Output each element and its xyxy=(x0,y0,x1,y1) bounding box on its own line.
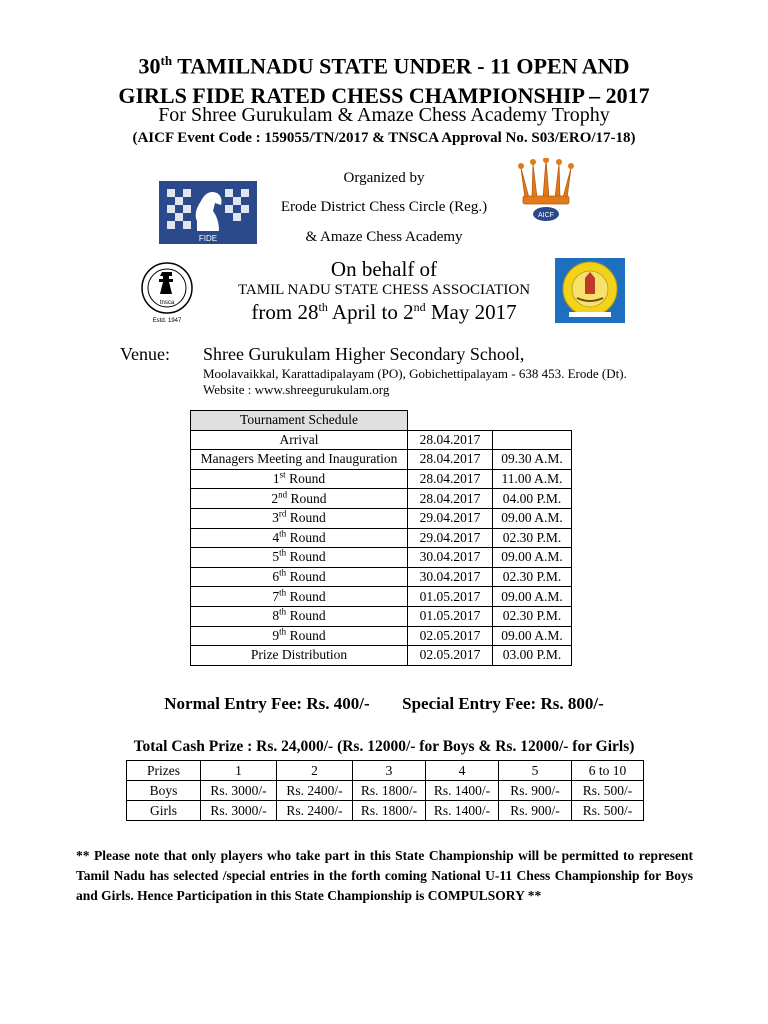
schedule-time: 02.30 P.M. xyxy=(493,606,572,626)
schedule-event: 6th Round xyxy=(191,567,408,587)
schedule-time: 09.00 A.M. xyxy=(493,587,572,607)
title-line-2: GIRLS FIDE RATED CHESS CHAMPIONSHIP – 2017 xyxy=(118,83,650,109)
special-entry-fee: Special Entry Fee: Rs. 800/- xyxy=(402,694,604,713)
schedule-row xyxy=(191,450,572,470)
page-title xyxy=(0,46,768,111)
schedule-event: Arrival xyxy=(191,430,408,450)
svg-text:tnsca: tnsca xyxy=(159,300,175,306)
prize-header-cell: 1 xyxy=(201,761,277,781)
schedule-time xyxy=(493,430,572,450)
prize-table xyxy=(126,760,644,821)
schedule-event: 7th Round xyxy=(191,587,408,607)
prize-cell: Rs. 900/- xyxy=(499,781,572,801)
cash-prize-title: Total Cash Prize : Rs. 24,000/- (Rs. 12000/- for Boys & Rs. 12000/- for Girls) xyxy=(133,738,635,755)
schedule-time: 09.00 A.M. xyxy=(493,548,572,568)
schedule-date: 29.04.2017 xyxy=(408,528,493,548)
schedule-row xyxy=(191,548,572,568)
schedule-event: 2nd Round xyxy=(191,489,408,509)
schedule-event: 3rd Round xyxy=(191,508,408,528)
organizer-2: & Amaze Chess Academy xyxy=(305,229,463,245)
schedule-date: 30.04.2017 xyxy=(408,567,493,587)
normal-entry-fee: Normal Entry Fee: Rs. 400/- xyxy=(164,694,370,713)
schedule-event: 1st Round xyxy=(191,469,408,489)
schedule-date: 28.04.2017 xyxy=(408,430,493,450)
schedule-time: 11.00 A.M. xyxy=(493,469,572,489)
schedule-row xyxy=(191,606,572,626)
schedule-title-spacer xyxy=(493,411,572,431)
on-behalf-of: On behalf of xyxy=(330,257,438,281)
schedule-row xyxy=(191,587,572,607)
event-code: (AICF Event Code : 159055/TN/2017 & TNSCA Approval No. S03/ERO/17-18) xyxy=(132,130,636,146)
entry-fees xyxy=(0,694,768,714)
prize-header-cell: 6 to 10 xyxy=(572,761,644,781)
schedule-event: Prize Distribution xyxy=(191,646,408,666)
schedule-event: 4th Round xyxy=(191,528,408,548)
schedule-date: 01.05.2017 xyxy=(408,587,493,607)
association-name: TAMIL NADU STATE CHESS ASSOCIATION xyxy=(237,282,531,298)
prize-cell: Rs. 3000/- xyxy=(201,801,277,821)
schedule-row xyxy=(191,489,572,509)
event-dates: from 28th April to 2nd May 2017 xyxy=(251,300,517,324)
schedule-title: Tournament Schedule xyxy=(191,411,408,431)
schedule-row xyxy=(191,567,572,587)
prize-cell: Rs. 1400/- xyxy=(426,781,499,801)
schedule-date: 01.05.2017 xyxy=(408,606,493,626)
schedule-date: 02.05.2017 xyxy=(408,626,493,646)
schedule-row xyxy=(191,430,572,450)
prize-header-cell: Prizes xyxy=(127,761,201,781)
organizer-1: Erode District Chess Circle (Reg.) xyxy=(280,199,488,215)
schedule-date: 29.04.2017 xyxy=(408,508,493,528)
prize-header-row xyxy=(127,761,644,781)
schedule-title-row xyxy=(191,411,572,431)
prize-cell: Rs. 1400/- xyxy=(426,801,499,821)
organized-by: Organized by xyxy=(343,170,425,186)
prize-cell: Rs. 2400/- xyxy=(277,801,353,821)
prize-cell: Boys xyxy=(127,781,201,801)
subtitle: For Shree Gurukulam & Amaze Chess Academy Trophy xyxy=(158,104,610,126)
prize-header-cell: 2 xyxy=(277,761,353,781)
schedule-date: 28.04.2017 xyxy=(408,450,493,470)
schedule-time: 02.30 P.M. xyxy=(493,528,572,548)
schedule-time: 02.30 P.M. xyxy=(493,567,572,587)
schedule-time: 09.00 A.M. xyxy=(493,508,572,528)
schedule-date: 28.04.2017 xyxy=(408,489,493,509)
venue-address: Moolavaikkal, Karattadipalayam (PO), Gobichettipalayam - 638 453. Erode (Dt). xyxy=(203,366,627,381)
schedule-row xyxy=(191,528,572,548)
svg-text:AICF: AICF xyxy=(538,212,554,219)
venue-name: Shree Gurukulam Higher Secondary School, xyxy=(203,344,525,364)
schedule-row xyxy=(191,646,572,666)
venue-website: Website : www.shreegurukulam.org xyxy=(203,382,390,397)
schedule-date: 30.04.2017 xyxy=(408,548,493,568)
prize-row xyxy=(127,801,644,821)
prize-cell: Rs. 1800/- xyxy=(353,781,426,801)
schedule-row xyxy=(191,508,572,528)
schedule-title-spacer xyxy=(408,411,493,431)
prize-cell: Rs. 1800/- xyxy=(353,801,426,821)
schedule-time: 03.00 P.M. xyxy=(493,646,572,666)
svg-text:FIDE: FIDE xyxy=(198,234,218,243)
venue-label: Venue: xyxy=(120,344,170,364)
schedule-event: Managers Meeting and Inauguration xyxy=(191,450,408,470)
schedule-row xyxy=(191,469,572,489)
prize-cell: Girls xyxy=(127,801,201,821)
prize-cell: Rs. 2400/- xyxy=(277,781,353,801)
prize-header-cell: 5 xyxy=(499,761,572,781)
schedule-date: 28.04.2017 xyxy=(408,469,493,489)
schedule-date: 02.05.2017 xyxy=(408,646,493,666)
prize-header-cell: 3 xyxy=(353,761,426,781)
schedule-row xyxy=(191,626,572,646)
schedule-time: 04.00 P.M. xyxy=(493,489,572,509)
title-line-1: 30th TAMILNADU STATE UNDER - 11 OPEN AND xyxy=(138,53,630,79)
participation-note: ** Please note that only players who take part in this State Championship will be permitted to represent Tamil Nadu has selected /special entries in the forth coming National U-11 Chess Championship for Boys and Girls. Hence Participation in this State Championship is COMPULSORY ** xyxy=(76,848,693,903)
tournament-schedule-table xyxy=(190,410,572,666)
prize-header-cell: 4 xyxy=(426,761,499,781)
schedule-event: 8th Round xyxy=(191,606,408,626)
prize-cell: Rs. 3000/- xyxy=(201,781,277,801)
prize-cell: Rs. 900/- xyxy=(499,801,572,821)
venue-address-block xyxy=(203,366,627,398)
schedule-time: 09.00 A.M. xyxy=(493,626,572,646)
prize-cell: Rs. 500/- xyxy=(572,781,644,801)
schedule-time: 09.30 A.M. xyxy=(493,450,572,470)
schedule-event: 5th Round xyxy=(191,548,408,568)
prize-row xyxy=(127,781,644,801)
schedule-event: 9th Round xyxy=(191,626,408,646)
svg-text:Estd. 1947: Estd. 1947 xyxy=(152,318,182,324)
prize-cell: Rs. 500/- xyxy=(572,801,644,821)
